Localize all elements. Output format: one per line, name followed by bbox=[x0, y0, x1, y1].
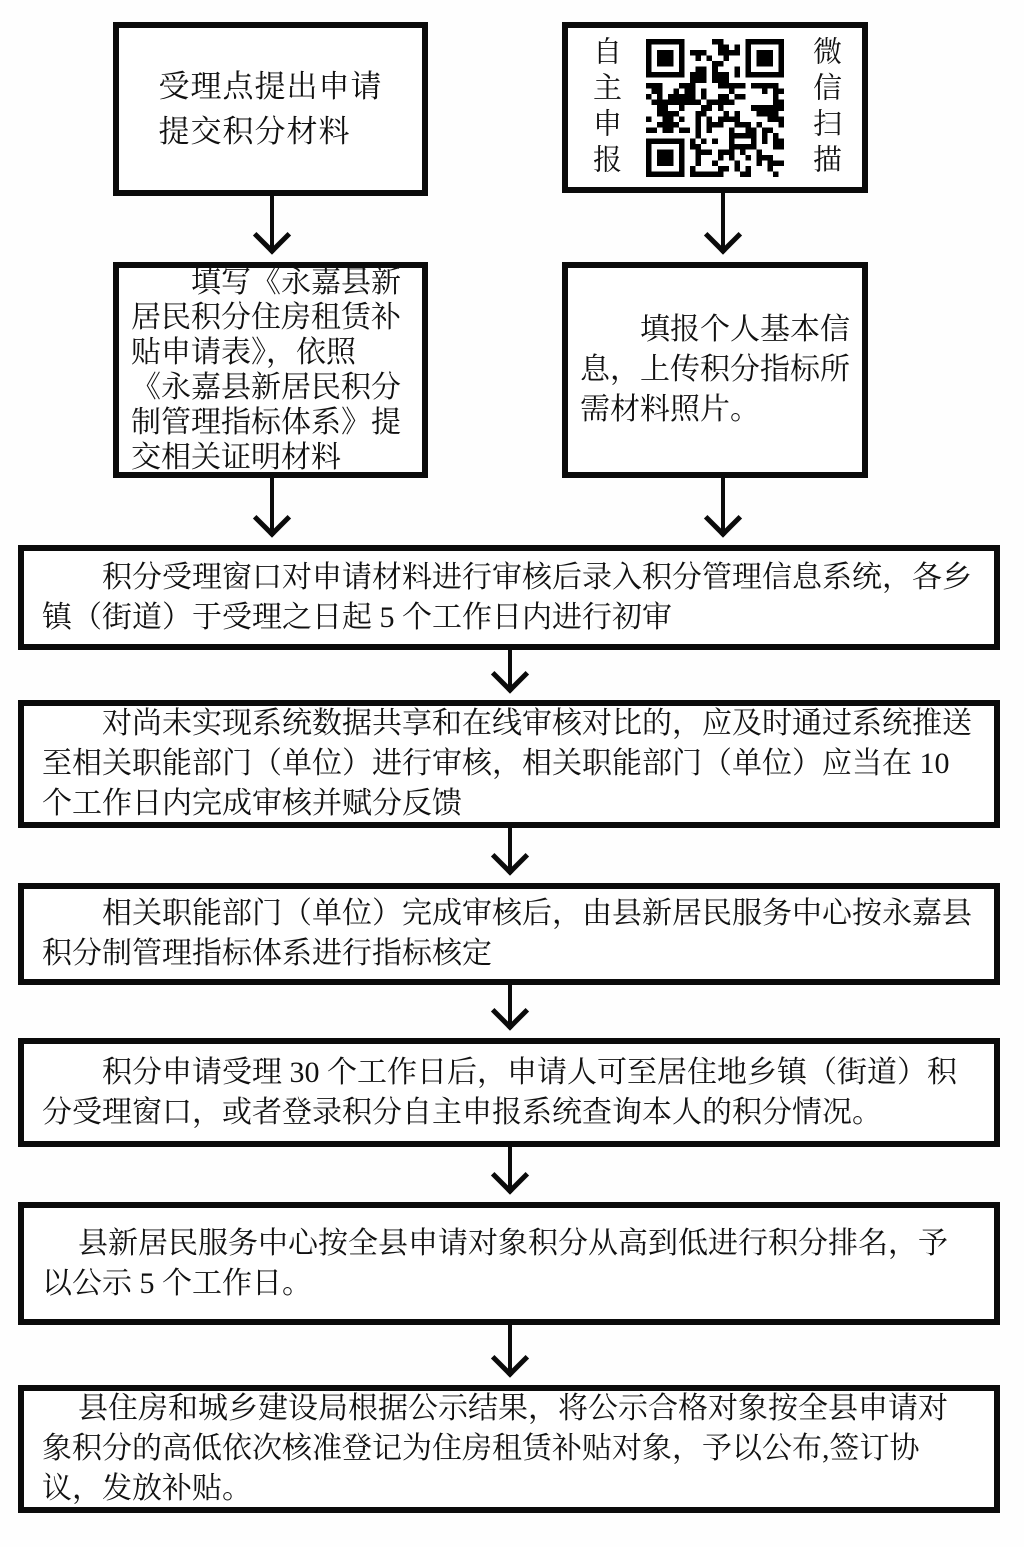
arrow-down-icon bbox=[701, 193, 745, 258]
qr-code-icon bbox=[646, 39, 784, 177]
indicator-verification-text: 相关职能部门（单位）完成审核后，由县新居民服务中心按永嘉县积分制管理指标体系进行指标核定 bbox=[42, 897, 972, 970]
score-inquiry-text: 积分申请受理 30 个工作日后，申请人可至居住地乡镇（街道）积分受理窗口，或者登录积分自主申报系统查询本人的积分情况。 bbox=[42, 1055, 957, 1129]
arrow-down-icon bbox=[250, 196, 294, 258]
self-declare-label: 自主申报 bbox=[589, 35, 621, 180]
box-indicator-verification bbox=[18, 883, 1000, 985]
arrow-down-icon bbox=[488, 650, 532, 697]
box-score-inquiry bbox=[18, 1038, 1000, 1147]
arrow-down-icon bbox=[488, 1325, 532, 1381]
box-fill-personal-info bbox=[562, 262, 868, 478]
apply-at-service-point-text bbox=[159, 64, 383, 154]
arrow-down-icon bbox=[488, 1147, 532, 1198]
box-apply-at-service-point bbox=[113, 22, 428, 196]
fill-personal-info-text: 填报个人基本信息，上传积分指标所需材料照片。 bbox=[580, 313, 850, 426]
subsidy-approval-text: 县住房和城乡建设局根据公示结果，将公示合格对象按全县申请对象积分的高低依次核准登记为住房租赁补贴对象，予以公布,签订协议，发放补贴。 bbox=[42, 1392, 948, 1505]
box-subsidy-approval bbox=[18, 1385, 1000, 1513]
box-score-ranking-publicity bbox=[18, 1202, 1000, 1325]
arrow-down-icon bbox=[488, 985, 532, 1034]
score-ranking-publicity-text: 县新居民服务中心按全县申请对象积分从高到低进行积分排名，予以公示 5 个工作日。 bbox=[42, 1226, 948, 1300]
department-review-text: 对尚未实现系统数据共享和在线审核对比的，应及时通过系统推送至相关职能部门（单位）进行审核，相关职能部门（单位）应当在 10 个工作日内完成审核并赋分反馈 bbox=[42, 707, 972, 820]
apply-line-2: 提交积分材料 bbox=[158, 114, 351, 149]
initial-review-text: 积分受理窗口对申请材料进行审核后录入积分管理信息系统，各乡镇（街道）于受理之日起 5 个工作日内进行初审 bbox=[42, 560, 972, 634]
arrow-down-icon bbox=[488, 828, 532, 879]
box-department-review bbox=[18, 700, 1000, 828]
box-initial-review bbox=[18, 545, 1000, 650]
arrow-down-icon bbox=[250, 478, 294, 541]
fill-application-form-text: 填写《永嘉县新居民积分住房租赁补贴申请表》，依照《永嘉县新居民积分制管理指标体系》提交相关证明材料 bbox=[131, 266, 401, 474]
arrow-down-icon bbox=[701, 478, 745, 541]
wechat-scan-label: 微信扫描 bbox=[809, 35, 841, 180]
box-fill-application-form bbox=[113, 262, 428, 478]
box-qr-self-declare bbox=[562, 22, 868, 193]
apply-line-1: 受理点提出申请 bbox=[158, 69, 383, 104]
